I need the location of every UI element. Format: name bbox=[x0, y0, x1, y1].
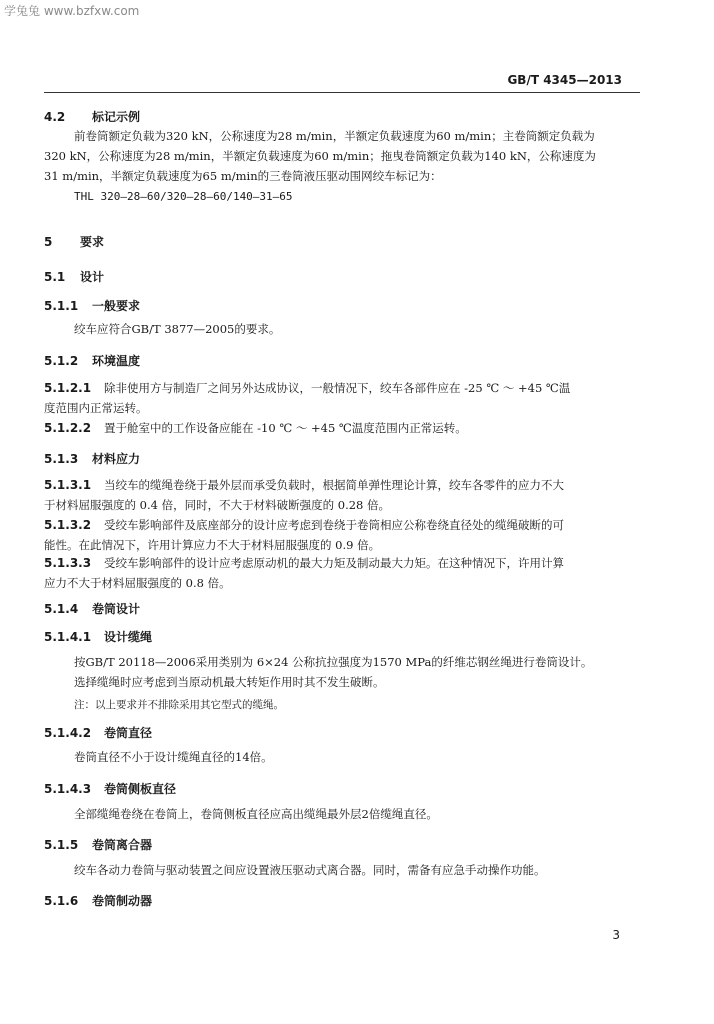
marking-code: THL 320—28—60/320—28—60/140—31—65 bbox=[74, 190, 293, 203]
note: 注：以上要求并不排除采用其它型式的缆绳。 bbox=[74, 699, 284, 711]
text-line: 度范围内正常运转。 bbox=[44, 401, 148, 415]
heading-5-1-1 bbox=[44, 297, 140, 314]
clause-number: 5.1.2.2 bbox=[44, 421, 92, 435]
section-number: 5.1.4 bbox=[44, 602, 79, 616]
section-title: 卷筒直径 bbox=[104, 726, 153, 740]
section-title: 卷筒设计 bbox=[92, 602, 141, 616]
paragraph-5-1-4-2: 卷筒直径不小于设计缆绳直径的14倍。 bbox=[74, 750, 273, 764]
section-number: 5.1.5 bbox=[44, 838, 79, 852]
text-line: 于材料屈服强度的 0.4 倍，同时，不大于材料破断强度的 0.28 倍。 bbox=[44, 498, 391, 512]
text-line: 320 kN，公称速度为28 m/min，半额定负载速度为60 m/min；拖曳卷筒额定负载为140 kN，公称速度为 bbox=[44, 149, 596, 163]
text-line: 能性。在此情况下，许用计算应力不大于材料屈服强度的 0.9 倍。 bbox=[44, 538, 381, 552]
text-line: 选择缆绳时应考虑到当原动机最大转矩作用时其不发生破断。 bbox=[74, 675, 385, 689]
heading-5-1 bbox=[44, 268, 104, 285]
text-line: 受绞车影响部件的设计应考虑原动机的最大力矩及制动最大力矩。在这种情况下，许用计算 bbox=[104, 556, 564, 570]
section-number: 5.1.6 bbox=[44, 894, 79, 908]
section-title: 一般要求 bbox=[92, 299, 141, 313]
heading-4-2 bbox=[44, 108, 140, 125]
paragraph-5-1-2-1 bbox=[44, 378, 570, 418]
paragraph-5-1-3-1 bbox=[44, 475, 564, 515]
clause-number: 5.1.3.3 bbox=[44, 556, 92, 570]
paragraph-5-1-3-3 bbox=[44, 553, 564, 593]
site-watermark: 学兔兔 www.bzfxw.com bbox=[4, 4, 140, 18]
heading-5-1-4-3 bbox=[44, 780, 176, 797]
section-number: 5.1.1 bbox=[44, 299, 79, 313]
section-number: 5.1.2 bbox=[44, 354, 79, 368]
text-line: 按GB/T 20118—2006采用类别为 6×24 公称抗拉强度为1570 MPa的纤维芯钢丝绳进行卷筒设计。 bbox=[74, 655, 593, 669]
section-title: 标记示例 bbox=[92, 110, 141, 124]
clause-number: 5.1.2.1 bbox=[44, 381, 92, 395]
paragraph-5-1-3-2 bbox=[44, 515, 564, 555]
text-line: 置于舱室中的工作设备应能在 -10 ℃ ～ +45 ℃温度范围内正常运转。 bbox=[104, 421, 467, 435]
paragraph-5-1-4-3: 全部缆绳卷绕在卷筒上，卷筒侧板直径应高出缆绳最外层2倍缆绳直径。 bbox=[74, 807, 438, 821]
heading-5-1-6 bbox=[44, 892, 152, 909]
section-number: 5.1.4.1 bbox=[44, 630, 92, 644]
section-title: 设计缆绳 bbox=[104, 630, 153, 644]
heading-5-1-4-1 bbox=[44, 628, 152, 645]
section-title: 环境温度 bbox=[92, 354, 141, 368]
paragraph-4-2 bbox=[74, 126, 595, 146]
section-number: 5.1.4.2 bbox=[44, 726, 92, 740]
paragraph-5-1-4-1 bbox=[74, 652, 592, 692]
paragraph-5-1-1: 绞车应符合GB/T 3877—2005的要求。 bbox=[74, 322, 281, 336]
header-rule bbox=[44, 92, 640, 93]
heading-5-1-2 bbox=[44, 352, 140, 369]
heading-5-1-4 bbox=[44, 600, 140, 617]
section-title: 材料应力 bbox=[92, 452, 141, 466]
section-number: 5.1.3 bbox=[44, 452, 79, 466]
section-number: 5.1.4.3 bbox=[44, 782, 92, 796]
text-line: 应力不大于材料屈服强度的 0.8 倍。 bbox=[44, 576, 231, 590]
section-title: 卷筒侧板直径 bbox=[104, 782, 177, 796]
paragraph-5-1-2-2 bbox=[44, 418, 467, 438]
text-line: 受绞车影响部件及底座部分的设计应考虑到卷绕于卷筒相应公称卷绕直径处的缆绳破断的可 bbox=[104, 518, 564, 532]
standard-number: GB/T 4345—2013 bbox=[507, 73, 622, 87]
text-line: 当绞车的缆绳卷绕于最外层而承受负载时，根据简单弹性理论计算，绞车各零件的应力不大 bbox=[104, 478, 564, 492]
text-line: 31 m/min，半额定负载速度为65 m/min的三卷筒液压驱动围网绞车标记为： bbox=[44, 169, 442, 183]
text-line: 前卷筒额定负载为320 kN，公称速度为28 m/min，半额定负载速度为60 m/min；主卷筒额定负载为 bbox=[74, 129, 595, 143]
section-title: 卷筒离合器 bbox=[92, 838, 153, 852]
clause-number: 5.1.3.1 bbox=[44, 478, 92, 492]
heading-5-1-4-2 bbox=[44, 724, 152, 741]
section-title: 要求 bbox=[80, 235, 105, 249]
section-title: 卷筒制动器 bbox=[92, 894, 153, 908]
paragraph-4-2-cont bbox=[44, 146, 596, 186]
heading-5-1-3 bbox=[44, 450, 140, 467]
section-number: 5 bbox=[44, 235, 53, 249]
heading-5 bbox=[44, 233, 104, 250]
section-number: 5.1 bbox=[44, 270, 66, 284]
clause-number: 5.1.3.2 bbox=[44, 518, 92, 532]
text-line: 除非使用方与制造厂之间另外达成协议，一般情况下，绞车各部件应在 -25 ℃ ～ +45 ℃温 bbox=[104, 381, 571, 395]
page-number: 3 bbox=[612, 928, 620, 942]
paragraph-5-1-5: 绞车各动力卷筒与驱动装置之间应设置液压驱动式离合器。同时，需备有应急手动操作功能。 bbox=[74, 863, 546, 877]
section-title: 设计 bbox=[80, 270, 105, 284]
section-number: 4.2 bbox=[44, 110, 66, 124]
heading-5-1-5 bbox=[44, 836, 152, 853]
